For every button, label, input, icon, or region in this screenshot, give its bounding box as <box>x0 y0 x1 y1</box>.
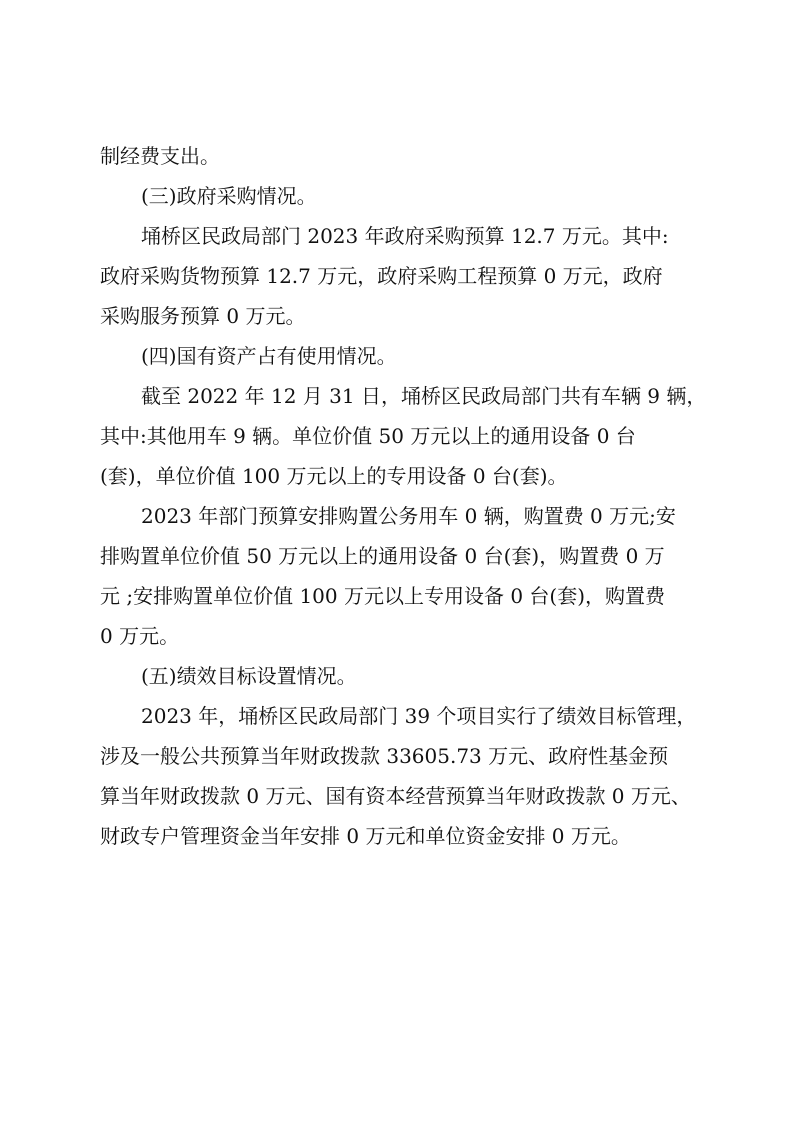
text-line: 财政专户管理资金当年安排 0 万元和单位资金安排 0 万元。 <box>100 824 631 848</box>
text-line: 制经费支出。 <box>100 144 220 168</box>
section-heading-procurement: (三)政府采购情况。 <box>141 184 317 208</box>
section-heading-performance: (五)绩效目标设置情况。 <box>141 664 357 688</box>
document-body <box>100 136 707 856</box>
text-line: 政府采购货物预算 12.7 万元，政府采购工程预算 0 万元，政府 <box>100 264 663 288</box>
text-line: 排购置单位价值 50 万元以上的通用设备 0 台(套)，购置费 0 万 <box>100 544 665 568</box>
text-line: 截至 2022 年 12 月 31 日，埇桥区民政局部门共有车辆 9 辆， <box>141 384 707 408</box>
text-line: 埇桥区民政局部门 2023 年政府采购预算 12.7 万元。其中: <box>141 224 669 248</box>
text-line: 0 万元。 <box>100 624 180 648</box>
text-line: 2023 年，埇桥区民政局部门 39 个项目实行了绩效目标管理， <box>141 704 697 728</box>
text-line: 涉及一般公共预算当年财政拨款 33605.73 万元、政府性基金预 <box>100 744 669 768</box>
text-line: 其中:其他用车 9 辆。单位价值 50 万元以上的通用设备 0 台 <box>100 424 636 448</box>
text-line: 2023 年部门预算安排购置公务用车 0 辆，购置费 0 万元;安 <box>141 504 676 528</box>
text-line: 算当年财政拨款 0 万元、国有资本经营预算当年财政拨款 0 万元、 <box>100 784 691 808</box>
text-line: 采购服务预算 0 万元。 <box>100 304 306 328</box>
text-line: 元 ;安排购置单位价值 100 万元以上专用设备 0 台(套)，购置费 <box>100 584 666 608</box>
text-line: (套)，单位价值 100 万元以上的专用设备 0 台(套)。 <box>100 464 568 488</box>
section-heading-state-assets: (四)国有资产占有使用情况。 <box>141 344 397 368</box>
